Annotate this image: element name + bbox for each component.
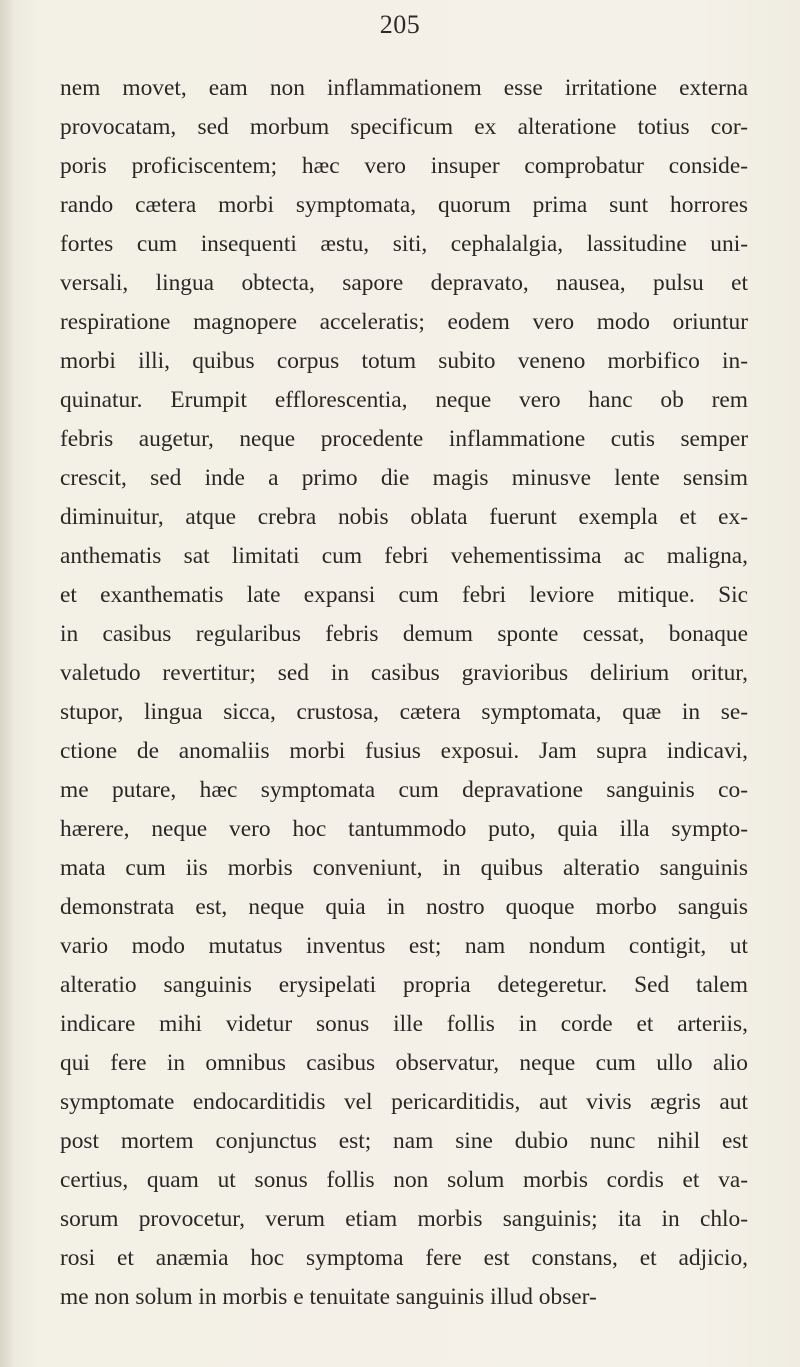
text-line: morbi illi, quibus corpus totum subito veneno morbifico in- <box>60 348 748 374</box>
text-line: sorum provocetur, verum etiam morbis sanguinis; ita in chlo- <box>60 1206 748 1232</box>
text-line: respiratione magnopere acceleratis; eodem vero modo oriuntur <box>60 309 748 335</box>
text-line: indicare mihi videtur sonus ille follis in corde et arteriis, <box>60 1011 748 1037</box>
text-line: provocatam, sed morbum specificum ex alteratione totius cor- <box>60 114 748 140</box>
text-line: anthematis sat limitati cum febri vehementissima ac maligna, <box>60 543 748 569</box>
text-line: symptomate endocarditidis vel pericarditidis, aut vivis ægris aut <box>60 1089 748 1115</box>
text-line: rando cætera morbi symptomata, quorum prima sunt horrores <box>60 192 748 218</box>
text-line: crescit, sed inde a primo die magis minusve lente sensim <box>60 465 748 491</box>
text-line: quinatur. Erumpit efflorescentia, neque vero hanc ob rem <box>60 387 748 413</box>
text-line: febris augetur, neque procedente inflammatione cutis semper <box>60 426 748 452</box>
text-line: stupor, lingua sicca, crustosa, cætera symptomata, quæ in se- <box>60 699 748 725</box>
text-line: demonstrata est, neque quia in nostro quoque morbo sanguis <box>60 894 748 920</box>
text-line: versali, lingua obtecta, sapore depravato, nausea, pulsu et <box>60 270 748 296</box>
text-line: diminuitur, atque crebra nobis oblata fuerunt exempla et ex- <box>60 504 748 530</box>
text-line: fortes cum insequenti æstu, siti, cephalalgia, lassitudine uni- <box>60 231 748 257</box>
text-line: nem movet, eam non inflammationem esse irritatione externa <box>60 75 748 101</box>
text-line: qui fere in omnibus casibus observatur, neque cum ullo alio <box>60 1050 748 1076</box>
text-line: hærere, neque vero hoc tantummodo puto, quia illa sympto- <box>60 816 748 842</box>
text-line: et exanthematis late expansi cum febri leviore mitique. Sic <box>60 582 748 608</box>
spine-shadow <box>0 0 14 1367</box>
text-line: me non solum in morbis e tenuitate sanguinis illud obser- <box>60 1284 597 1310</box>
text-line: alteratio sanguinis erysipelati propria detegeretur. Sed talem <box>60 972 748 998</box>
text-line: certius, quam ut sonus follis non solum morbis cordis et va- <box>60 1167 748 1193</box>
page-number: 205 <box>379 10 421 39</box>
text-line: mata cum iis morbis conveniunt, in quibus alteratio sanguinis <box>60 855 748 881</box>
text-line: vario modo mutatus inventus est; nam nondum contigit, ut <box>60 933 748 959</box>
text-line: rosi et anæmia hoc symptoma fere est constans, et adjicio, <box>60 1245 748 1271</box>
text-line: valetudo revertitur; sed in casibus gravioribus delirium oritur, <box>60 660 748 686</box>
text-line: in casibus regularibus febris demum sponte cessat, bonaque <box>60 621 748 647</box>
text-line: me putare, hæc symptomata cum depravatione sanguinis co- <box>60 777 748 803</box>
text-line: poris proficiscentem; hæc vero insuper comprobatur conside- <box>60 153 748 179</box>
text-line: ctione de anomaliis morbi fusius exposui. Jam supra indicavi, <box>60 738 748 764</box>
text-line: post mortem conjunctus est; nam sine dubio nunc nihil est <box>60 1128 748 1154</box>
